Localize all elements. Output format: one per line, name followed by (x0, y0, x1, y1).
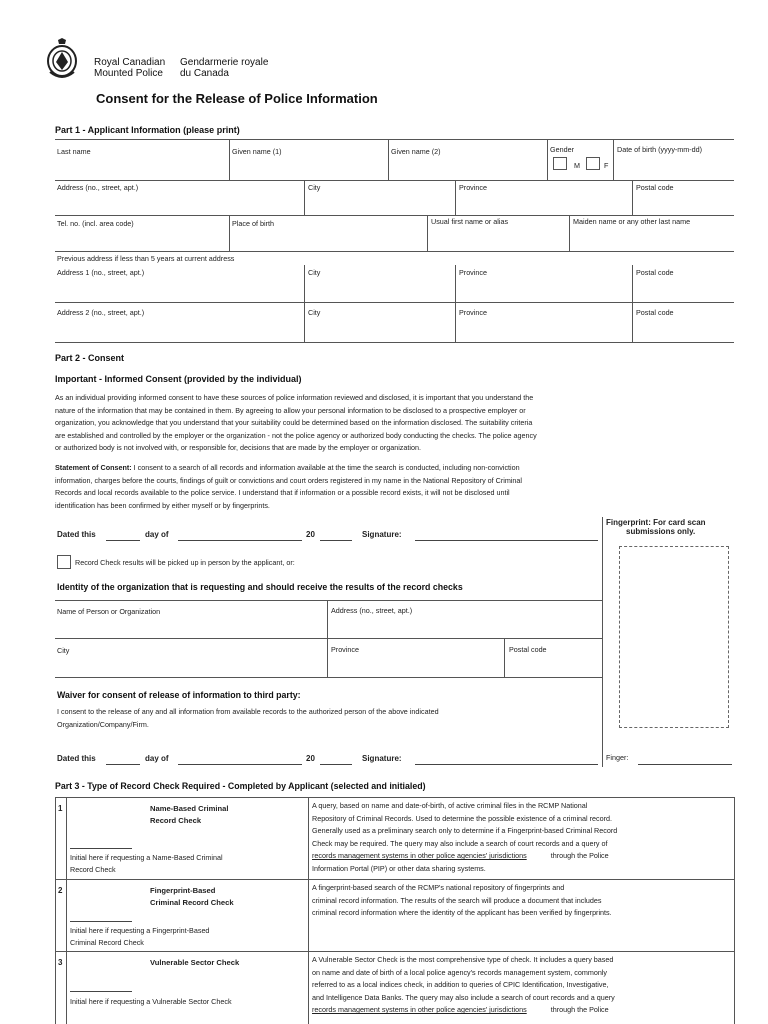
month-input[interactable] (178, 540, 302, 541)
row3-number: 3 (58, 958, 63, 967)
row1-title: Name-Based Criminal Record Check (150, 804, 229, 825)
part1-heading: Part 1 - Applicant Information (please print) (55, 125, 240, 135)
city-field[interactable]: City (308, 183, 321, 192)
form-title: Consent for the Release of Police Information (96, 91, 378, 106)
day-of-label: day of (145, 530, 169, 539)
row3-description: A Vulnerable Sector Check is the most comprehensive type of check. It includes a query based on name and date of birth of a local police agency's records management system, commonly referred to as a local indices check, in addition to queries of CPIC Identification, Investigative, and Intelligence Data Banks. The query may also include a search of court records and a query records management systems in other police agencies' jurisdictions through the Police (312, 955, 615, 1014)
waiver-signature-label: Signature: (362, 754, 402, 763)
address-1-province-field[interactable]: Province (459, 268, 487, 277)
waiver-year-input[interactable] (320, 764, 352, 765)
row1-initial-label: Initial here if requesting a Name-Based Criminal Record Check (70, 853, 223, 874)
waiver-day-of-label: day of (145, 754, 169, 763)
waiver-month-input[interactable] (178, 764, 302, 765)
address-field[interactable]: Address (no., street, apt.) (57, 183, 139, 192)
row1-number: 1 (58, 804, 63, 813)
address-1-postal-field[interactable]: Postal code (636, 268, 674, 277)
dated-this-label: Dated this (57, 530, 96, 539)
year-prefix-label: 20 (306, 530, 315, 539)
row2-initial-label: Initial here if requesting a Fingerprint-Based Criminal Record Check (70, 926, 210, 947)
place-of-birth-field[interactable]: Place of birth (232, 219, 274, 228)
telephone-field[interactable]: Tel. no. (incl. area code) (57, 219, 134, 228)
fingerprint-heading: Fingerprint: For card scan submissions only. (606, 518, 706, 536)
address-1-field[interactable]: Address 1 (no., street, apt.) (57, 268, 145, 277)
gender-m-checkbox[interactable] (553, 157, 567, 170)
waiver-year-prefix-label: 20 (306, 754, 315, 763)
fingerprint-box[interactable] (619, 546, 729, 728)
row2-initial-input[interactable] (70, 921, 132, 922)
agency-name-english: Royal Canadian Mounted Police (94, 57, 166, 79)
row3-title: Vulnerable Sector Check (150, 958, 240, 967)
row1-description: A query, based on name and date-of-birth, of active criminal files in the RCMP National Repository of Criminal Records. Used to determine the possible existence of a criminal record. Generally used as a preliminary search only to determine if a Fingerprint-based Criminal Record Check may be required. The query may also include a search of court records and a query of records management systems in other police agencies' jurisdictions through the Police Information Portal (PIP) or other data sharing systems. (312, 801, 618, 873)
rcmp-crest-logo (44, 38, 80, 82)
part3-heading: Part 3 - Type of Record Check Required - Completed by Applicant (selected and initialed) (55, 781, 426, 791)
address-1-city-field[interactable]: City (308, 268, 321, 277)
identity-heading: Identity of the organization that is requesting and should receive the results of the record checks (57, 582, 463, 592)
gender-m-label: M (574, 161, 580, 170)
row2-title: Fingerprint-Based Criminal Record Check (150, 886, 234, 907)
row3-initial-input[interactable] (70, 991, 132, 992)
informed-consent-paragraph: As an individual providing informed consent to have these sources of police information reviewed and disclosed, it is important that you understand the nature of the information that may be contained in them. By agreeing to allow your personal information to be disclosed to a prospective employer or organization, you acknowledge that you understand that your suitability could be determined based on the information disclosed. The suitability criteria are established and controlled by the employer or the organization - not the police agency or authorized body conducting the checks. The police agency or authorized body is not involved with, or responsible for, decisions that are made by the employer or organization. (55, 393, 537, 452)
year-input[interactable] (320, 540, 352, 541)
org-city-field[interactable]: City (57, 646, 70, 655)
pickup-checkbox[interactable] (57, 555, 71, 569)
gender-label: Gender (550, 145, 574, 154)
org-name-field[interactable]: Name of Person or Organization (57, 607, 161, 616)
postal-code-field[interactable]: Postal code (636, 183, 674, 192)
row2-number: 2 (58, 886, 63, 895)
row2-description: A fingerprint-based search of the RCMP's national repository of fingerprints and criminal record information. The results of the search will produce a document that includes criminal record information where the identity of the applicant has been verified by fingerprints. (312, 883, 612, 917)
row1-initial-input[interactable] (70, 848, 132, 849)
date-of-birth-field[interactable]: Date of birth (yyyy-mm-dd) (617, 145, 703, 154)
part2-heading: Part 2 - Consent (55, 353, 125, 363)
gender-f-label: F (604, 161, 609, 170)
previous-address-note: Previous address if less than 5 years at current address (57, 254, 235, 263)
waiver-heading: Waiver for consent of release of information to third party: (57, 690, 301, 700)
address-2-city-field[interactable]: City (308, 308, 321, 317)
row3-initial-label: Initial here if requesting a Vulnerable Sector Check (70, 997, 232, 1006)
org-address-field[interactable]: Address (no., street, apt.) (331, 606, 413, 615)
address-2-postal-field[interactable]: Postal code (636, 308, 674, 317)
address-2-province-field[interactable]: Province (459, 308, 487, 317)
day-input[interactable] (106, 540, 140, 541)
org-province-field[interactable]: Province (331, 645, 359, 654)
signature-input[interactable] (415, 540, 598, 541)
finger-label: Finger: (606, 753, 629, 762)
pickup-label: Record Check results will be picked up in person by the applicant, or: (75, 558, 295, 567)
waiver-dated-this-label: Dated this (57, 754, 96, 763)
waiver-text: I consent to the release of any and all information from available records to the authorized person of the above indicated Organization/Company/Firm. (57, 707, 439, 729)
finger-input[interactable] (638, 764, 732, 765)
org-postal-field[interactable]: Postal code (509, 645, 547, 654)
gender-f-checkbox[interactable] (586, 157, 600, 170)
agency-name-french: Gendarmerie royale du Canada (180, 57, 269, 79)
waiver-day-input[interactable] (106, 764, 140, 765)
last-name-field[interactable]: Last name (57, 147, 91, 156)
informed-consent-heading: Important - Informed Consent (provided by the individual) (55, 374, 302, 384)
province-field[interactable]: Province (459, 183, 487, 192)
given-name-1-field[interactable]: Given name (1) (232, 147, 282, 156)
statement-of-consent: Statement of Consent: I consent to a search of all records and information available at the time the search is conducted, including non-conviction information, charges before the courts, findings of guilt or convictions and court orders registered in my name in the National Repository of Criminal Records and local records available to the police service. I understand that if information or a possible record exists, it will not be disclosed until identification has been confirmed by either myself or by fingerprints. (55, 463, 523, 510)
signature-label: Signature: (362, 530, 402, 539)
waiver-signature-input[interactable] (415, 764, 598, 765)
usual-first-name-field[interactable]: Usual first name or alias (431, 217, 509, 226)
given-name-2-field[interactable]: Given name (2) (391, 147, 441, 156)
maiden-name-field[interactable]: Maiden name or any other last name (573, 217, 691, 226)
address-2-field[interactable]: Address 2 (no., street, apt.) (57, 308, 145, 317)
